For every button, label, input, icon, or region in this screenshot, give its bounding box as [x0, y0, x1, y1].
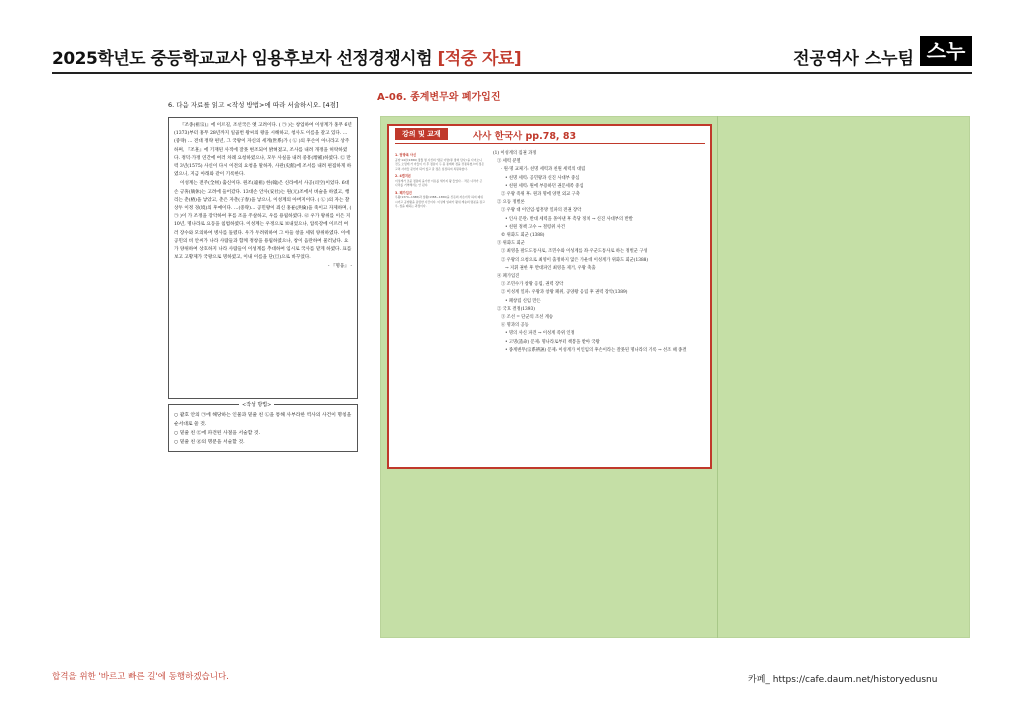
- lecture-line: (1) 이성계의 집권 과정: [493, 151, 537, 156]
- lecture-line: • 친원 세력: 원에 부용하던 권문세족 중심: [505, 183, 584, 189]
- lecture-line: • 친원 정책 고수 → 철령위 사건: [505, 224, 565, 230]
- lecture-line: ② 우왕 즉위 후: 원과 명에 양면 외교 구축: [501, 192, 580, 198]
- lecture-line: ① 조민수가 창왕 옹립, 권력 장악: [501, 282, 564, 288]
- lecture-line: ② 이성계 일파: 우왕과 창왕 폐위, 공양왕 옹립 후 권력 장악(1389): [501, 290, 628, 296]
- lecture-line: ① 최영을 팔도도통사로, 조민수와 이성계를 좌·우군도통사로 하는 정벌군 구성: [501, 249, 648, 255]
- lecture-divider: [395, 143, 705, 144]
- lecture-line: • 인사 문란: 반대 세력을 몰아낸 후 측당 정치 → 신진 사대부의 반발: [505, 216, 633, 222]
- passage-paragraph: 『조종(祖宗)』에 이르길, 조선국은 옛 고려이다. ( ㉠ )는 창업하여 이성계가 홍무 6년(1373)부터 홍무 28년까지 일곱번 왕씨의 왕을 시해하고, 청사도 이름을 갈고 있다. … (중략) … 전대 정략 편년, 그 국왕이 자신의 세계(世系)가 ( ㉡ )의 후손이 아니라고 상주하며, 『조훈』에 기재된 사적에 잘못 변조되어 밝혀졌고, 조사를 내려 개정을 허락하였다. 정덕·가정 연간에 여러 차례 요청하였으나, 모두 사실을 내려 중흥(增補)하였다. ㉢ 만력 3년(1575) 사신이 다시 이전의 요청을 말하자, 사관(史館)에 조서를 내려 편집하게 하였으니, 지금 아래와 같이 기록한다.: [174, 123, 352, 178]
- side-note-text: 공양 14년(1389) 정월 명 사신의 '명문 이방(李 방의 탐사)'을 다녀오니 전도 오렁에 가 아들이 이 후 정분이 두 풍 통례와 정을 전통하였으며 정은 고려 사자들 문헌이 되어 있고 갈 정은 심장하여 복원하였다.: [395, 157, 485, 171]
- lecture-line: • 고명(誥命) 문제: 명나라로부터 책봉을 받아 국왕: [505, 339, 600, 345]
- side-note-head: 2. 4별지론: [395, 174, 411, 178]
- lecture-line: → 지휘 권한 후 반대파인 최영을 제거, 우왕 축출: [505, 265, 596, 271]
- lecture-reference: 사사 한국사 pp.78, 83: [473, 131, 577, 142]
- lecture-line: © 위화도 회군 (1388): [501, 233, 545, 239]
- cafe-label: 카페_: [748, 675, 770, 685]
- cafe-url[interactable]: https://cafe.daum.net/historyedusnu: [772, 675, 938, 685]
- condition-item: ○ 괄호 안의 ㉠에 해당하는 인물과 밑줄 친 ㉡을 통해 사부라한 역사의 사건이 명칭을 순서대로 쓸 것.: [174, 413, 352, 427]
- header-divider: [52, 72, 972, 74]
- page-header: [52, 36, 972, 70]
- lecture-line: ⑥ 명과의 공동: [501, 323, 529, 329]
- lecture-line: ② 우왕의 요청으로 최영이 출정하지 않은 가운데 이성계가 위화도 회군(1388): [501, 257, 649, 263]
- title-main: 2025학년도 중등학교교사 임용후보자 선정경쟁시험: [52, 49, 433, 69]
- lecture-line: • 종계변무(宗系辨誣) 문제: 이성계가 이인임의 후손이라는 잘못된 명나라의 기록 → 선조 때 종결: [505, 347, 687, 353]
- panel-divider: [717, 116, 718, 638]
- brand-name: 전공역사 스누팀: [793, 49, 914, 69]
- lecture-main-text: [493, 150, 708, 355]
- footer-slogan: 합격을 위한 '바르고 빠른 길'에 동행하겠습니다.: [52, 672, 229, 682]
- condition-item: ○ 밑줄 친 ㉣의 명분을 서술할 것.: [174, 440, 245, 445]
- lecture-line: • 명의 사신 파견 → 이성계 즉위 인정: [505, 331, 575, 337]
- passage-source: - 『명융』 -: [327, 264, 352, 270]
- side-notes: [395, 150, 485, 209]
- side-note-head: 1. 탐방록 사신: [395, 153, 417, 157]
- question-passage: [168, 117, 358, 399]
- side-note-text: 이성계가 조중 정통의 을기한 이유를 세가지 왕 들었다. · 작은 나라가 큰 나라를 거역해서는 안 된다.: [395, 178, 483, 187]
- lecture-line: ② 요동 정벌론: [497, 200, 525, 206]
- condition-item: ○ 밑줄 친 ㉢에 파견된 사절을 서술할 것.: [174, 431, 261, 436]
- brand-logo: 스누: [920, 36, 972, 66]
- lecture-tab: 강의 및 교재: [395, 128, 448, 140]
- side-note-text: 우왕(1374~1388)과 창왕(1388~1389)을 신돈의 자손이라 하여 폐위시키고 공양왕을 옹립한 사건이다. 이성계 일파가 왕위 계승의 명분을 잡고 우, 창을 폐하는 과정이다.: [395, 195, 485, 208]
- lecture-line: • 폐창립 신임 만든: [505, 298, 541, 304]
- lecture-line: ① 세력 분열: [497, 159, 521, 165]
- page-title: [52, 44, 521, 69]
- lecture-line: • 친명 세력: 공민왕과 신진 사대부 중심: [505, 175, 580, 181]
- lecture-line: ③ 조선 = 단군의 조선 계승: [501, 315, 554, 321]
- lecture-line: ③ 위화도 회군: [497, 241, 525, 247]
- lecture-line: · 원·명 교체기: 친명 세력과 친원 세력의 대립: [501, 167, 586, 173]
- lecture-line: ① 우왕 대 이인임·염흥방 일파의 전권 장악: [501, 208, 582, 214]
- title-accent: [적중 자료]: [437, 49, 522, 69]
- section-title: A-06. 종계변무와 폐가입진: [377, 92, 501, 103]
- lecture-line: ② 국호 결정(1393): [497, 306, 535, 312]
- question-title: 6. 다음 자료를 읽고 <작성 방법>에 따라 서술하시오. [4점]: [168, 101, 339, 109]
- footer-cafe-link[interactable]: [748, 672, 937, 685]
- lecture-line: ④ 폐가입진: [497, 274, 520, 280]
- passage-paragraph: 이성계는 전주(全州) 출신이다. 원조(遠祖) 한(翰)은 신라에서 사공(司空)이었다. 6대손 긍휴(兢休)는 고려에 들어갔다. 13대손 안사(安社)는 원(元)조에서 벼슬을 하였고, 행리는 춘(椿)을 낳았고, 춘은 자춘(子春)을 낳으니, 이성계의 아버지이다. ( ㉡ )의 자는 찰상두 이정 경(境)의 후예이다. …(중략)… 공민왕이 죄신 홍륜(洪倫)을 죽이고 자제하며, ( ㉠ )이 가 조정을 장악하여 후를 조을 주살하고, 우를 용립하였다. ㉣ 우가 왕위를 이은 지 10년, 명나라로 요동을 침범하였다. 이성계는 우정으로 보내었으나, 압록강에 이르러 여러 장수와 모의하여 병사를 돌렸다. 우가 두려워하여 그 아들 창을 세워 양위하였다. 이에 공민의 비 안씨가 나라 사람들과 함께 정창을 용립하였으나, 창이 음란하여 물러났다. 요가 양위하여 상호하지 나라 사람들이 이성계를 추대하여 임시로 국사를 맡게 하였다. 표를 보고 고황제가 국왕으로 명하였고, 이내 이름을 단(旦)으로 바꾸었다.: [174, 181, 352, 261]
- lecture-excerpt: [387, 124, 712, 469]
- exam-question: [168, 100, 358, 660]
- conditions-title: <작성 방법>: [239, 401, 274, 410]
- writing-conditions: [168, 404, 358, 452]
- side-note-head: 3. 폐가입진: [395, 190, 412, 195]
